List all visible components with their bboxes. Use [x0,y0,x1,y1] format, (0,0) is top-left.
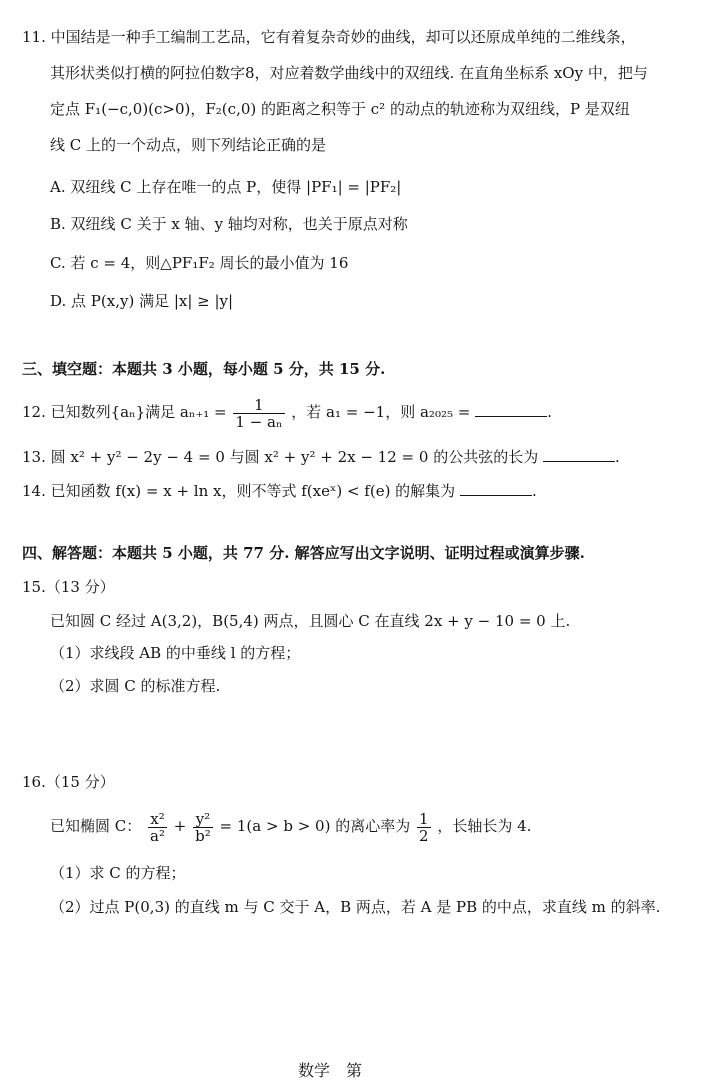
section-4-heading: 四、解答题：本题共 5 小题，共 77 分. 解答应写出文字说明、证明过程或演算步骤. [22,544,585,562]
q12-fraction [233,397,284,430]
q12-frac-numerator: 1 [233,397,284,414]
q16-stem-mid: = 1(a > b > 0) 的离心率为 [219,817,411,835]
q15-part1: （1）求线段 AB 的中垂线 l 的方程； [50,644,301,662]
q16-stem-post: ，长轴长为 4. [437,817,532,835]
q16-eccentricity-fraction [417,811,431,844]
q11-option-d: D. 点 P(x,y) 满足 |x| ≥ |y| [50,292,234,310]
q12 [22,394,552,430]
q11-line4: 线 C 上的一个动点，则下列结论正确的是 [50,136,327,154]
q12-post: ，若 a₁ = −1，则 a₂₀₂₅ = [291,403,471,421]
q16-x-numerator: x² [148,811,167,828]
q12-end: . [547,403,552,421]
q16-x-fraction [148,811,167,844]
q14-answer-blank[interactable] [460,480,532,496]
q11-option-a: A. 双纽线 C 上存在唯一的点 P，使得 |PF₁| = |PF₂| [50,178,402,196]
q12-pre: 12. 已知数列{aₙ}满足 aₙ₊₁ = [22,403,227,421]
q16-y-numerator: y² [193,811,213,828]
q12-frac-denominator: 1 − aₙ [235,412,283,431]
q12-answer-blank[interactable] [475,401,547,417]
q14 [22,480,537,502]
q11-line2: 其形状类似打横的阿拉伯数字8，对应着数学曲线中的双纽线. 在直角坐标系 xOy 中，把与 [50,64,648,82]
q15-part2: （2）求圆 C 的标准方程. [50,677,221,695]
q15-stem: 已知圆 C 经过 A(3,2)，B(5,4) 两点，且圆心 C 在直线 2x + y − 10 = 0 上. [50,612,571,630]
page-footer: 数学 第 [298,1061,363,1080]
q13-end: . [614,448,620,466]
q11-option-c: C. 若 c = 4，则△PF₁F₂ 周长的最小值为 16 [50,254,349,272]
q11-line3: 定点 F₁(−c,0)(c>0)，F₂(c,0) 的距离之积等于 c² 的动点的轨迹称为双纽线，P 是双纽 [50,100,630,118]
q13-text: 13. 圆 x² + y² − 2y − 4 = 0 与圆 x² + y² + 2x − 12 = 0 的公共弦的长为 [22,448,539,466]
q16-stem [50,808,531,844]
q16-stem-pre: 已知椭圆 C： [50,817,142,835]
q11-line1: 11. 中国结是一种手工编制工艺品，它有着复杂奇妙的曲线，却可以还原成单纯的二维线条， [22,28,636,46]
q16-heading: 16.（15 分） [22,773,115,791]
q16-part1: （1）求 C 的方程； [50,864,186,882]
q14-text: 14. 已知函数 f(x) = x + ln x，则不等式 f(xeˣ) < f(e) 的解集为 [22,482,456,500]
q11-option-b: B. 双纽线 C 关于 x 轴、y 轴均对称，也关于原点对称 [50,215,408,233]
q16-y-fraction [193,811,213,844]
q16-y-denominator: b² [195,826,211,845]
q15-heading: 15.（13 分） [22,578,115,596]
q16-plus: + [173,817,187,835]
section-3-heading: 三、填空题：本题共 3 小题，每小题 5 分，共 15 分. [22,360,386,378]
q16-e-numerator: 1 [418,809,429,828]
q14-end: . [531,482,537,500]
q16-part2: （2）过点 P(0,3) 的直线 m 与 C 交于 A，B 两点，若 A 是 PB 的中点，求直线 m 的斜率. [50,898,661,916]
q13-answer-blank[interactable] [543,446,615,462]
q16-e-denominator: 2 [418,826,429,845]
q13 [22,446,620,468]
q16-x-denominator: a² [150,826,165,845]
